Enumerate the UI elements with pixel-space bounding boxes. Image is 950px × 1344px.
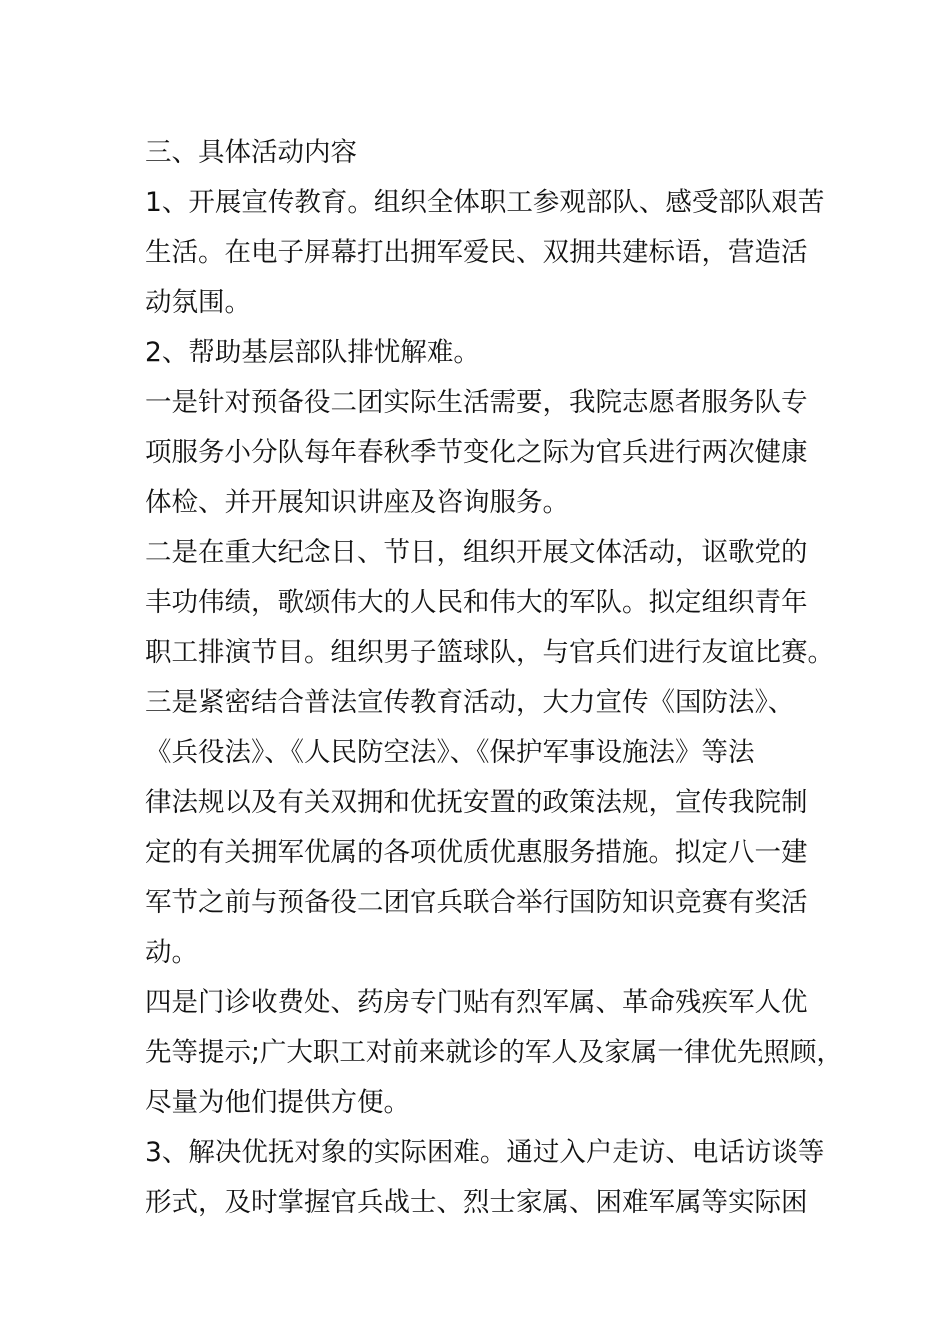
paragraph-line: 一是针对预备役二团实际生活需要，我院志愿者服务队专 bbox=[145, 387, 808, 418]
paragraph-line: 职工排演节目。组织男子篮球队，与官兵们进行友谊比赛。 bbox=[145, 637, 834, 668]
paragraph-line: 丰功伟绩，歌颂伟大的人民和伟大的军队。拟定组织青年 bbox=[145, 587, 808, 618]
paragraph-line: 四是门诊收费处、药房专门贴有烈军属、革命残疾军人优 bbox=[145, 987, 808, 1018]
paragraph-line: 《兵役法》、《人民防空法》、《保护军事设施法》等法 bbox=[145, 737, 755, 768]
paragraph-line: 动氛围。 bbox=[145, 287, 251, 318]
document-body bbox=[145, 128, 843, 1228]
paragraph-line: 3、解决优抚对象的实际困难。通过入户走访、电话访谈等 bbox=[145, 1137, 825, 1168]
paragraph-line: 先等提示;广大职工对前来就诊的军人及家属一律优先照顾， bbox=[145, 1037, 843, 1068]
paragraph-line: 生活。在电子屏幕打出拥军爱民、双拥共建标语，营造活 bbox=[145, 237, 808, 268]
paragraph-line: 形式，及时掌握官兵战士、烈士家属、困难军属等实际困 bbox=[145, 1187, 808, 1218]
paragraph-line: 体检、并开展知识讲座及咨询服务。 bbox=[145, 487, 569, 518]
paragraph-line: 军节之前与预备役二团官兵联合举行国防知识竞赛有奖活 bbox=[145, 887, 808, 918]
paragraph-line: 二是在重大纪念日、节日，组织开展文体活动，讴歌党的 bbox=[145, 537, 808, 568]
paragraph-line: 律法规以及有关双拥和优抚安置的政策法规，宣传我院制 bbox=[145, 787, 808, 818]
paragraph-line: 1、开展宣传教育。组织全体职工参观部队、感受部队艰苦 bbox=[145, 187, 825, 218]
paragraph-line: 2、帮助基层部队排忧解难。 bbox=[145, 337, 480, 368]
section-heading: 三、具体活动内容 bbox=[145, 137, 357, 168]
paragraph-line: 定的有关拥军优属的各项优质优惠服务措施。拟定八一建 bbox=[145, 837, 808, 868]
paragraph-line: 尽量为他们提供方便。 bbox=[145, 1087, 410, 1118]
paragraph-line: 项服务小分队每年春秋季节变化之际为官兵进行两次健康 bbox=[145, 437, 808, 468]
paragraph-line: 动。 bbox=[145, 937, 198, 968]
paragraph-line: 三是紧密结合普法宣传教育活动，大力宣传《国防法》、 bbox=[145, 687, 795, 718]
